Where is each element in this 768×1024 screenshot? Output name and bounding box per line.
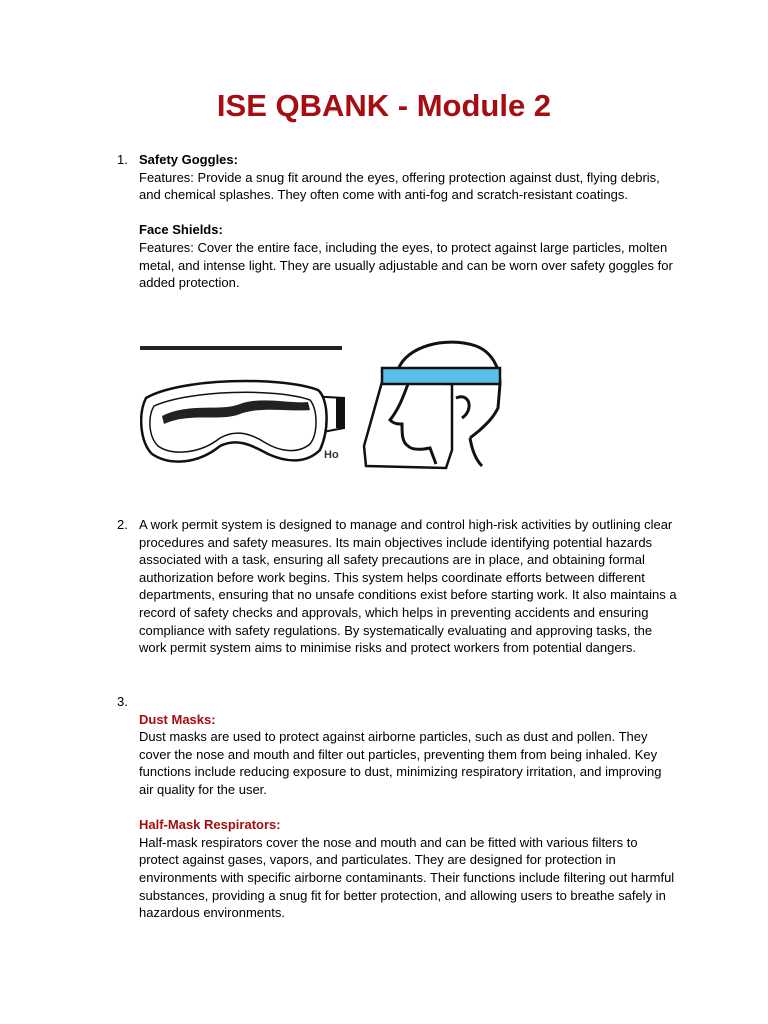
- ppe-illustrations: [140, 338, 510, 480]
- page-title: ISE QBANK - Module 2: [216, 88, 552, 123]
- section-heading-half-mask-respirators: Half-Mask Respirators:: [139, 817, 281, 833]
- list-number: 1.: [117, 152, 128, 167]
- list-item-1: [117, 151, 677, 292]
- face-shield-icon: [364, 342, 500, 468]
- list-number: 3.: [117, 694, 128, 709]
- section-text-dust-masks: Dust masks are used to protect against airborne particles, such as dust and pollen. They cover the nose and mouth and filter out particles, preventing them from being inhaled. Key functions include reducing exposure to dust, minimizing respiratory irritation, and improving air quality for the user.: [139, 729, 662, 797]
- safety-goggles-icon: [140, 346, 344, 462]
- work-permit-paragraph: A work permit system is designed to manage and control high-risk activities by outlining clear procedures and safety measures. Its main objectives include identifying potential hazards associated with a task, ensuring all safety precautions are in place, and obtaining formal authorization before work begins. This system helps coordinate efforts between different departments, ensuring that no unsafe conditions exist before starting work. It also maintains a record of safety checks and approvals, which helps in preventing accidents and ensuring compliance with safety regulations. By systematically evaluating and approving tasks, the work permit system aims to minimise risks and protect workers from potential dangers.: [139, 517, 677, 656]
- section-heading-face-shields: Face Shields:: [139, 222, 223, 238]
- list-item-3: [117, 693, 677, 922]
- section-heading-dust-masks: Dust Masks:: [139, 711, 216, 727]
- list-item-2: [117, 516, 677, 657]
- section-text-half-mask-respirators: Half-mask respirators cover the nose and mouth and can be fitted with various filters to protect against gases, vapors, and particulates. They are designed for protection in environments with specific airborne contaminants. Their functions include filtering out harmful substances, providing a snug fit for better protection, and allowing users to breathe safely in hazardous environments.: [139, 834, 675, 921]
- section-text-face-shields: Features: Cover the entire face, including the eyes, to protect against large particles, molten metal, and intense light. They are usually adjustable and can be worn over safety goggles for added protection.: [139, 239, 673, 291]
- list-content: [139, 693, 677, 922]
- list-number: 2.: [117, 517, 128, 532]
- section-heading-safety-goggles: Safety Goggles:: [139, 152, 238, 167]
- list-content: [139, 151, 677, 292]
- section-text-safety-goggles: Features: Provide a snug fit around the eyes, offering protection against dust, flying debris, and chemical splashes. They often come with anti-fog and scratch-resistant coatings.: [139, 169, 660, 203]
- list-content: [139, 516, 677, 657]
- goggles-brand-text: Ho: [324, 449, 339, 461]
